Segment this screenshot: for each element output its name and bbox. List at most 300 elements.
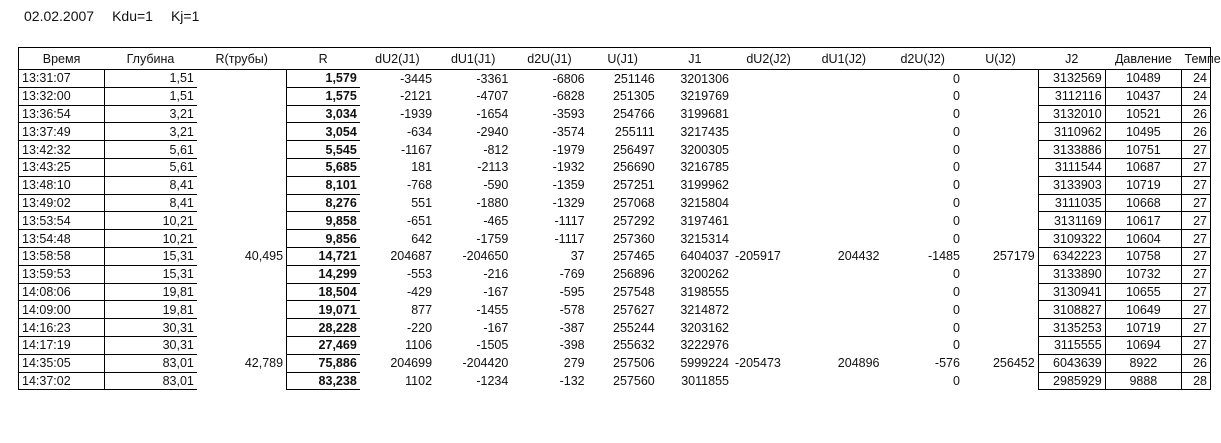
table-cell: -768	[407, 178, 433, 193]
table-cell	[732, 176, 805, 194]
table-cell: 3112116	[1038, 87, 1105, 105]
table-cell	[197, 212, 287, 230]
report-date: 02.02.2007	[24, 8, 95, 24]
table-cell	[732, 123, 805, 141]
column-header: Время	[19, 48, 105, 70]
table-cell: 2985929	[1038, 372, 1105, 390]
table-cell: 257360	[613, 231, 655, 246]
table-cell: 1,51	[104, 70, 197, 88]
table-cell: 5,685	[287, 158, 360, 176]
report-header	[24, 8, 217, 24]
table-cell: 3200262	[680, 267, 729, 282]
table-cell: 3111035	[1038, 194, 1105, 212]
table-cell: 13:31:07	[19, 70, 105, 88]
table-cell	[805, 336, 882, 354]
table-cell: 14:35:05	[19, 354, 105, 372]
table-cell: -651	[407, 213, 433, 228]
table-cell: 10617	[1105, 212, 1181, 230]
table-cell: -167	[483, 320, 509, 335]
table-cell: 3130941	[1038, 283, 1105, 301]
table-cell	[805, 176, 882, 194]
table-cell: 10719	[1105, 176, 1181, 194]
table-cell: 204687	[390, 249, 433, 264]
table-cell	[197, 141, 287, 159]
table-cell: -1979	[552, 142, 585, 157]
table-cell: 9,856	[287, 230, 360, 248]
table-cell: 0	[952, 124, 960, 139]
table-cell	[963, 212, 1038, 230]
table-cell: -205473	[734, 356, 781, 371]
table-cell: 6342223	[1038, 247, 1105, 265]
table-cell: 27	[1182, 265, 1211, 283]
column-header: Глубина	[104, 48, 197, 70]
table-cell: 3011855	[681, 373, 729, 388]
table-cell: 257560	[613, 373, 655, 388]
column-header: Давление	[1105, 48, 1181, 70]
table-cell: -3574	[552, 124, 585, 139]
table-cell: 3198555	[680, 284, 729, 299]
table-cell: 10437	[1105, 87, 1181, 105]
table-cell: 10758	[1105, 247, 1181, 265]
table-cell: -6806	[552, 71, 585, 86]
table-cell: 27	[1182, 176, 1211, 194]
table-cell: 10604	[1105, 230, 1181, 248]
table-cell: -1117	[554, 231, 585, 246]
table-row	[19, 70, 1211, 88]
table-cell: -578	[559, 302, 585, 317]
table-cell: 13:48:10	[19, 176, 105, 194]
table-cell	[805, 158, 882, 176]
table-cell: 3132010	[1038, 105, 1105, 123]
table-cell: 24	[1182, 87, 1211, 105]
table-cell: 10649	[1105, 301, 1181, 319]
table-cell: 27	[1182, 336, 1211, 354]
table-row	[19, 123, 1211, 141]
table-cell: 3132569	[1038, 70, 1105, 88]
table-cell	[197, 230, 287, 248]
table-cell: 40,495	[244, 249, 284, 264]
table-cell: 14:17:19	[19, 336, 105, 354]
table-cell	[197, 372, 287, 390]
table-cell: 24	[1182, 70, 1211, 88]
column-header: U(J2)	[963, 48, 1038, 70]
table-cell	[732, 70, 805, 88]
table-row	[19, 354, 1211, 372]
table-cell: 13:32:00	[19, 87, 105, 105]
table-cell: 27	[1182, 194, 1211, 212]
table-cell: 257068	[613, 195, 655, 210]
column-header: U(J1)	[588, 48, 658, 70]
table-cell: -4707	[476, 89, 509, 104]
table-cell: 10,21	[104, 230, 197, 248]
table-cell: 3135253	[1038, 319, 1105, 337]
table-cell: 19,071	[287, 301, 360, 319]
table-cell: -590	[483, 178, 509, 193]
table-cell: -1167	[401, 142, 433, 157]
table-cell	[963, 141, 1038, 159]
table-cell	[963, 283, 1038, 301]
table-row	[19, 87, 1211, 105]
table-cell: 28	[1182, 372, 1211, 390]
table-cell: -6828	[552, 89, 585, 104]
table-cell	[963, 158, 1038, 176]
table-cell: 3222976	[680, 338, 729, 353]
table-row	[19, 141, 1211, 159]
table-cell: -220	[407, 320, 433, 335]
table-cell: 3131169	[1038, 212, 1105, 230]
table-cell: -465	[483, 213, 509, 228]
table-row	[19, 212, 1211, 230]
table-row	[19, 247, 1211, 265]
table-cell: 13:37:49	[19, 123, 105, 141]
column-header: dU2(J2)	[732, 48, 805, 70]
table-cell	[805, 283, 882, 301]
table-cell	[963, 176, 1038, 194]
table-cell: 204896	[837, 356, 880, 371]
table-cell: 5,61	[104, 141, 197, 159]
table-cell: 3214872	[680, 302, 729, 317]
table-cell: -553	[407, 267, 433, 282]
table-cell: 0	[952, 106, 960, 121]
table-cell: 3,21	[104, 105, 197, 123]
table-cell	[963, 319, 1038, 337]
table-cell: -595	[559, 284, 585, 299]
table-cell: 3109322	[1038, 230, 1105, 248]
table-cell: 13:54:48	[19, 230, 105, 248]
table-cell: 251146	[613, 71, 655, 86]
column-header: dU1(J2)	[805, 48, 882, 70]
table-cell: 255244	[613, 320, 655, 335]
table-cell: 256497	[613, 142, 655, 157]
table-cell: -1654	[476, 106, 509, 121]
table-cell: 251305	[613, 89, 655, 104]
table-cell: 5999224	[680, 356, 729, 371]
table-cell: -387	[559, 320, 585, 335]
table-cell: 9888	[1105, 372, 1181, 390]
table-header-row	[19, 48, 1211, 70]
table-cell: 1102	[405, 373, 433, 388]
table-cell: 3197461	[680, 213, 729, 228]
table-row	[19, 265, 1211, 283]
table-cell: 256896	[613, 267, 655, 282]
table-cell	[805, 70, 882, 88]
table-cell: 14:37:02	[19, 372, 105, 390]
table-cell: -2113	[477, 160, 509, 175]
table-cell: 10655	[1105, 283, 1181, 301]
table-cell: -1505	[476, 338, 509, 353]
table-cell: 13:53:54	[19, 212, 105, 230]
table-cell: -1485	[927, 249, 960, 264]
table-cell: 0	[952, 71, 960, 86]
table-cell: 6043639	[1038, 354, 1105, 372]
table-cell	[963, 105, 1038, 123]
table-cell: 83,01	[104, 354, 197, 372]
table-row	[19, 372, 1211, 390]
table-cell	[805, 212, 882, 230]
table-cell: 13:49:02	[19, 194, 105, 212]
table-cell: -1880	[476, 195, 509, 210]
table-cell: -1759	[476, 231, 509, 246]
table-cell: 27	[1182, 301, 1211, 319]
table-row	[19, 283, 1211, 301]
table-cell: 42,789	[244, 356, 284, 371]
table-cell: 10,21	[104, 212, 197, 230]
table-cell: 18,504	[287, 283, 360, 301]
table-cell: 10719	[1105, 319, 1181, 337]
table-cell: -769	[559, 267, 585, 282]
kdu-param: Kdu=1	[112, 8, 153, 24]
table-cell: 257627	[613, 302, 655, 317]
table-row	[19, 319, 1211, 337]
table-cell: 3199962	[680, 178, 729, 193]
table-cell: -167	[483, 284, 509, 299]
table-cell	[732, 105, 805, 123]
table-cell: 3219769	[680, 89, 729, 104]
table-cell: 3108827	[1038, 301, 1105, 319]
table-cell	[732, 301, 805, 319]
table-cell	[732, 319, 805, 337]
table-cell: 642	[411, 231, 433, 246]
table-cell: 257506	[613, 356, 655, 371]
table-cell: 14:08:06	[19, 283, 105, 301]
table-cell: 256690	[613, 160, 655, 175]
table-cell: 5,61	[104, 158, 197, 176]
column-header: dU1(J1)	[435, 48, 511, 70]
table-cell	[732, 283, 805, 301]
column-header: J2	[1038, 48, 1105, 70]
table-cell: 3216785	[680, 160, 729, 175]
column-header: d2U(J1)	[511, 48, 587, 70]
table-cell: 27	[1182, 212, 1211, 230]
table-cell: 279	[563, 356, 585, 371]
table-cell	[732, 230, 805, 248]
table-cell: -216	[483, 267, 509, 282]
table-cell	[197, 105, 287, 123]
table-cell: 255632	[613, 338, 655, 353]
table-cell	[197, 336, 287, 354]
table-cell: 13:42:32	[19, 141, 105, 159]
table-cell: 19,81	[104, 301, 197, 319]
table-cell	[732, 87, 805, 105]
table-cell: 0	[952, 231, 960, 246]
table-cell: 8,41	[104, 176, 197, 194]
table-cell: 3215804	[680, 195, 729, 210]
table-cell	[197, 176, 287, 194]
table-cell: 37	[570, 249, 585, 264]
table-cell: 28,228	[287, 319, 360, 337]
table-cell: 0	[952, 160, 960, 175]
table-cell	[732, 336, 805, 354]
table-row	[19, 230, 1211, 248]
table-cell: -205917	[734, 249, 781, 264]
measurement-table	[18, 47, 1221, 390]
table-cell: -1359	[552, 178, 585, 193]
table-cell: 8,41	[104, 194, 197, 212]
table-cell	[963, 70, 1038, 88]
table-cell: 14,299	[287, 265, 360, 283]
table-cell	[963, 87, 1038, 105]
column-header: dU2(J1)	[360, 48, 435, 70]
table-cell	[963, 123, 1038, 141]
table-cell: 27	[1182, 283, 1211, 301]
table-cell	[805, 372, 882, 390]
column-header: Темпе	[1182, 48, 1211, 70]
table-cell: 10495	[1105, 123, 1181, 141]
table-cell	[805, 141, 882, 159]
table-cell: -3361	[476, 71, 509, 86]
table-cell: 13:36:54	[19, 105, 105, 123]
table-cell: 3199681	[680, 106, 729, 121]
table-cell: 14:16:23	[19, 319, 105, 337]
table-cell: 1,579	[287, 70, 360, 88]
table-body	[19, 70, 1211, 390]
table-cell: 3201306	[680, 71, 729, 86]
column-header: d2U(J2)	[883, 48, 963, 70]
table-cell: 3,034	[287, 105, 360, 123]
table-cell: 0	[952, 338, 960, 353]
table-cell: -2940	[476, 124, 509, 139]
table-cell: 15,31	[104, 265, 197, 283]
table-cell: -204420	[462, 356, 509, 371]
table-cell: 3133903	[1038, 176, 1105, 194]
table-cell	[197, 194, 287, 212]
table-cell: 10694	[1105, 336, 1181, 354]
table-cell: 10751	[1105, 141, 1181, 159]
table-cell: 83,238	[287, 372, 360, 390]
table-cell	[963, 265, 1038, 283]
table-cell	[805, 194, 882, 212]
table-cell: 3,054	[287, 123, 360, 141]
table-cell: 3133890	[1038, 265, 1105, 283]
table-cell: 3217435	[680, 124, 729, 139]
table-cell: 551	[411, 195, 433, 210]
table-row	[19, 194, 1211, 212]
table-cell: -1234	[476, 373, 509, 388]
table-cell: 26	[1182, 354, 1211, 372]
table-row	[19, 105, 1211, 123]
table-cell	[963, 301, 1038, 319]
table-row	[19, 176, 1211, 194]
table-cell	[963, 336, 1038, 354]
table-cell: 13:43:25	[19, 158, 105, 176]
table-cell: 10668	[1105, 194, 1181, 212]
table-cell: 30,31	[104, 319, 197, 337]
table-cell: 3203162	[680, 320, 729, 335]
table-cell: 257548	[613, 284, 655, 299]
table-cell: -1329	[552, 195, 585, 210]
table-cell: 0	[952, 302, 960, 317]
table-cell: 27	[1182, 319, 1211, 337]
table-cell: -132	[559, 373, 585, 388]
table-cell: 14:09:00	[19, 301, 105, 319]
table-cell: 27	[1182, 247, 1211, 265]
table-cell: 19,81	[104, 283, 197, 301]
table-cell: -812	[483, 142, 509, 157]
table-cell	[197, 301, 287, 319]
table-row	[19, 336, 1211, 354]
table-cell: -1117	[554, 213, 585, 228]
column-header: R	[287, 48, 360, 70]
table-cell: 27,469	[287, 336, 360, 354]
table-cell: 3215314	[680, 231, 729, 246]
table-cell: 10687	[1105, 158, 1181, 176]
table-cell: 0	[952, 320, 960, 335]
table-cell: 10732	[1105, 265, 1181, 283]
table-cell: 6404037	[680, 249, 729, 264]
table-cell	[732, 212, 805, 230]
table-cell	[805, 123, 882, 141]
table-cell	[732, 158, 805, 176]
table-cell: 1,575	[287, 87, 360, 105]
table-cell	[805, 319, 882, 337]
table-cell: 14,721	[287, 247, 360, 265]
table-cell: 257251	[613, 178, 655, 193]
table-cell: 254766	[613, 106, 655, 121]
table-cell	[197, 158, 287, 176]
table-cell: 26	[1182, 105, 1211, 123]
table-cell: 30,31	[104, 336, 197, 354]
table-cell: 10521	[1105, 105, 1181, 123]
table-cell: 10489	[1105, 70, 1181, 88]
table-cell: 0	[952, 373, 960, 388]
table-cell: 3,21	[104, 123, 197, 141]
table-cell: -429	[407, 284, 433, 299]
table-cell: -2121	[400, 89, 433, 104]
table-cell: -398	[559, 338, 585, 353]
table-cell: 0	[952, 142, 960, 157]
table-cell: 255111	[614, 124, 655, 139]
table-cell: 204699	[390, 356, 433, 371]
table-cell	[197, 319, 287, 337]
table-cell: 83,01	[104, 372, 197, 390]
table-cell	[732, 141, 805, 159]
table-cell	[805, 105, 882, 123]
table-cell: -1932	[552, 160, 585, 175]
table-cell: 15,31	[104, 247, 197, 265]
table-cell	[963, 372, 1038, 390]
table-cell	[805, 230, 882, 248]
table-cell: 75,886	[287, 354, 360, 372]
table-cell: 0	[952, 178, 960, 193]
table-cell: 13:59:53	[19, 265, 105, 283]
table-cell: 0	[952, 284, 960, 299]
table-cell	[805, 301, 882, 319]
table-cell: 27	[1182, 230, 1211, 248]
table-row	[19, 158, 1211, 176]
table-cell: 257292	[613, 213, 655, 228]
table-cell: 877	[411, 302, 433, 317]
table-cell	[732, 372, 805, 390]
table-cell: 3111544	[1038, 158, 1105, 176]
table-cell: 3110962	[1038, 123, 1105, 141]
column-header: R(трубы)	[197, 48, 287, 70]
table-cell: 26	[1182, 123, 1211, 141]
table-cell: -3593	[552, 106, 585, 121]
table-cell: 257465	[613, 249, 655, 264]
table-cell: 13:58:58	[19, 247, 105, 265]
table-cell: -204650	[462, 249, 509, 264]
table-cell	[197, 87, 287, 105]
table-cell: -576	[934, 356, 960, 371]
table-cell: 8,101	[287, 176, 360, 194]
table-cell	[197, 283, 287, 301]
table-cell: 3115555	[1038, 336, 1105, 354]
table-cell	[197, 265, 287, 283]
table-cell: 256452	[992, 356, 1035, 371]
table-cell: 181	[411, 160, 433, 175]
table-cell	[805, 265, 882, 283]
table-cell: 1,51	[104, 87, 197, 105]
